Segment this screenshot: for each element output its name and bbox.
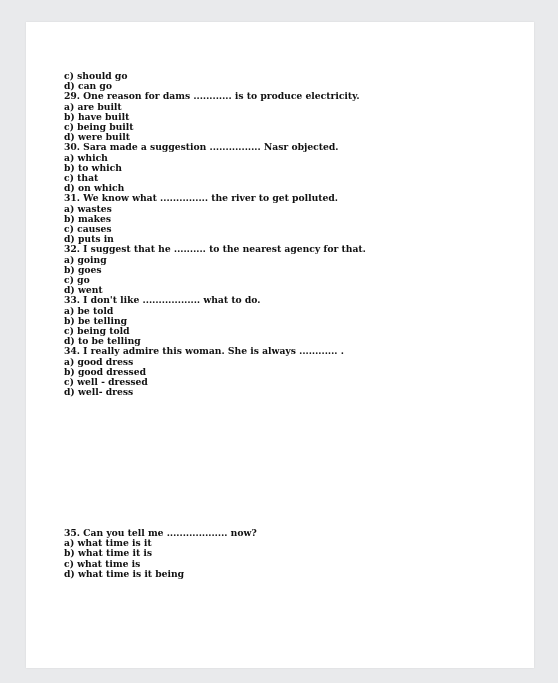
option-c: c) being told — [64, 326, 130, 338]
option-c: c) that — [64, 173, 99, 185]
question-29: 29. One reason for dams ............ is to produce electricity. — [64, 91, 360, 103]
option-c: c) being built — [64, 122, 134, 134]
option-a: a) good dress — [64, 356, 134, 368]
option-a: a) be told — [64, 305, 114, 317]
option-d: d) were built — [64, 132, 130, 144]
option-a: a) are built — [64, 101, 122, 113]
option-b: b) good dressed — [64, 366, 146, 378]
option-a: a) going — [64, 254, 107, 266]
option-d: d) went — [64, 285, 103, 297]
option-b: b) makes — [64, 213, 112, 225]
option-b: b) what time it is — [64, 548, 153, 560]
question-33: 33. I don't like .................. what to do. — [64, 295, 261, 307]
question-35-block — [64, 529, 257, 580]
option-d: d) well- dress — [64, 387, 134, 399]
option-a: a) what time is it — [64, 538, 152, 550]
option-b: b) to which — [64, 162, 122, 174]
text-line: c) should go — [64, 71, 128, 82]
option-b: b) be telling — [64, 315, 128, 327]
option-b: b) goes — [64, 264, 102, 276]
option-b: b) have built — [64, 111, 130, 123]
option-c: c) go — [64, 275, 90, 287]
option-a: a) wastes — [64, 203, 112, 215]
questions-29-34 — [64, 72, 366, 399]
option-c: c) causes — [64, 224, 112, 236]
question-30: 30. Sara made a suggestion ................ Nasr objected. — [64, 142, 339, 154]
option-c: c) what time is — [64, 558, 141, 570]
question-31: 31. We know what ............... the river to get polluted. — [64, 193, 338, 205]
question-35: 35. Can you tell me ................... now? — [64, 528, 257, 539]
question-34: 34. I really admire this woman. She is always ............ . — [64, 346, 344, 358]
option-a: a) which — [64, 152, 108, 164]
text-line: d) can go — [64, 81, 112, 93]
option-d: d) what time is it being — [64, 568, 185, 580]
option-d: d) to be telling — [64, 336, 141, 348]
document-page — [26, 22, 534, 668]
option-d: d) on which — [64, 183, 125, 195]
option-c: c) well - dressed — [64, 377, 148, 389]
question-32: 32. I suggest that he .......... to the nearest agency for that. — [64, 244, 366, 256]
option-d: d) puts in — [64, 234, 114, 246]
